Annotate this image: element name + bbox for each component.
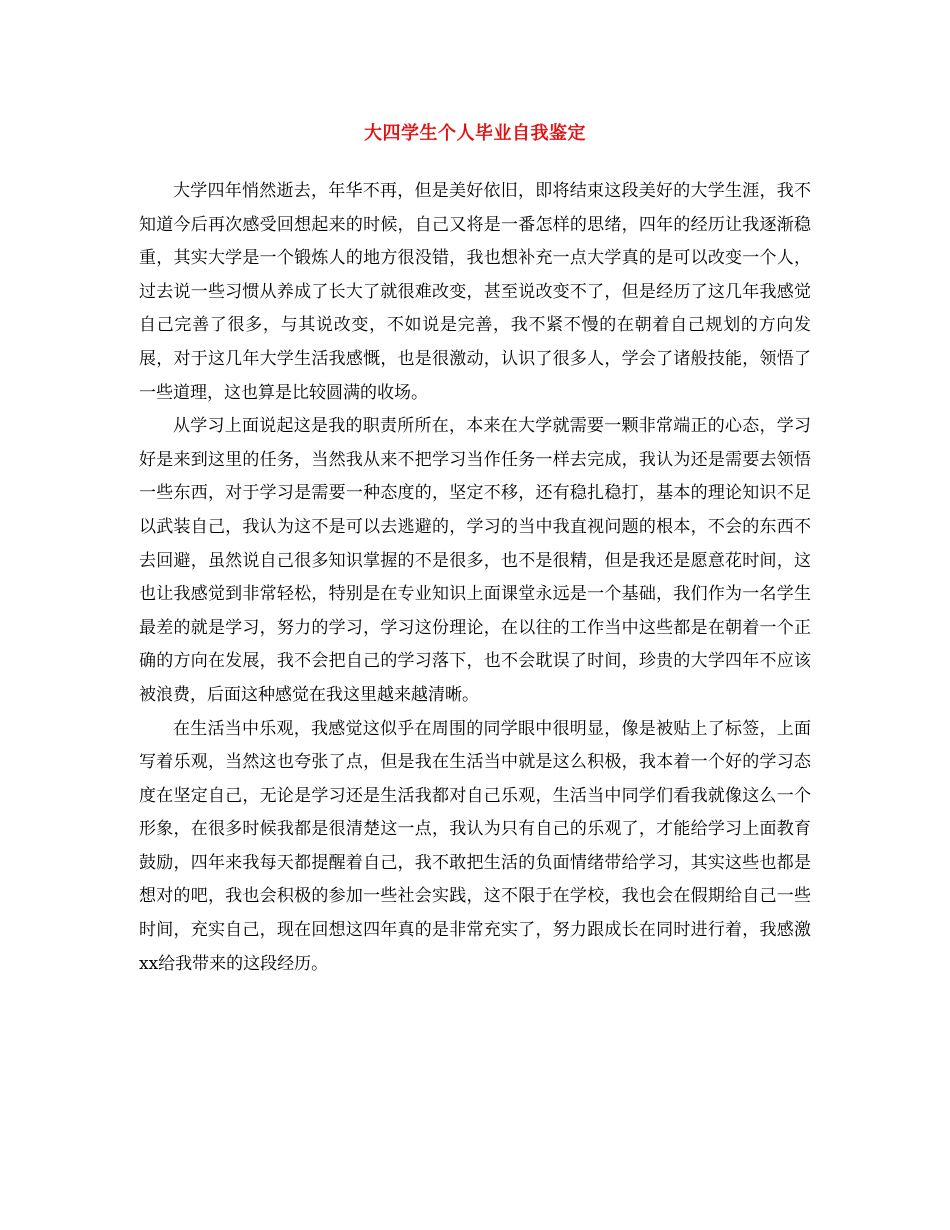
document-title: 大四学生个人毕业自我鉴定 [364,123,586,144]
document-body [139,175,811,981]
paragraph-2: 从学习上面说起这是我的职责所所在，本来在大学就需要一颗非常端正的心态，学习好是来到这里的任务，当然我从来不把学习当作任务一样去完成，我认为还是需要去领悟一些东西，对于学习是需要一种态度的，坚定不移，还有稳扎稳打，基本的理论知识不足以武装自己，我认为这不是可以去逃避的，学习的当中我直视问题的根本，不会的东西不去回避，虽然说自己很多知识掌握的不是很多，也不是很精，但是我还是愿意花时间，这也让我感觉到非常轻松，特别是在专业知识上面课堂永远是一个基础，我们作为一名学生最差的就是学习，努力的学习，学习这份理论，在以往的工作当中这些都是在朝着一个正确的方向在发展，我不会把自己的学习落下，也不会耽误了时间，珍贵的大学四年不应该被浪费，后面这种感觉在我这里越来越清晰。 [139,416,811,705]
paragraph-3: 在生活当中乐观，我感觉这似乎在周围的同学眼中很明显，像是被贴上了标签，上面写着乐观，当然这也夸张了点，但是我在生活当中就是这么积极，我本着一个好的学习态度在坚定自己，无论是学习还是生活我都对自己乐观，生活当中同学们看我就像这么一个形象，在很多时候我都是很清楚这一点，我认为只有自己的乐观了，才能给学习上面教育鼓励，四年来我每天都提醒着自己，我不敢把生活的负面情绪带给学习，其实这些也都是想对的吧，我也会积极的参加一些社会实践，这不限于在学校，我也会在假期给自己一些时间，充实自己，现在回想这四年真的是非常充实了，努力跟成长在同时进行着，我感激xx给我带来的这段经历。 [139,718,811,974]
paragraph-1: 大学四年悄然逝去，年华不再，但是美好依旧，即将结束这段美好的大学生涯，我不知道今后再次感受回想起来的时候，自己又将是一番怎样的思绪，四年的经历让我逐渐稳重，其实大学是一个锻炼人的地方很没错，我也想补充一点大学真的是可以改变一个人，过去说一些习惯从养成了长大了就很难改变，甚至说改变不了，但是经历了这几年我感觉自己完善了很多，与其说改变，不如说是完善，我不紧不慢的在朝着自己规划的方向发展，对于这几年大学生活我感慨，也是很激动，认识了很多人，学会了诸般技能，领悟了一些道理，这也算是比较圆满的收场。 [139,181,811,403]
